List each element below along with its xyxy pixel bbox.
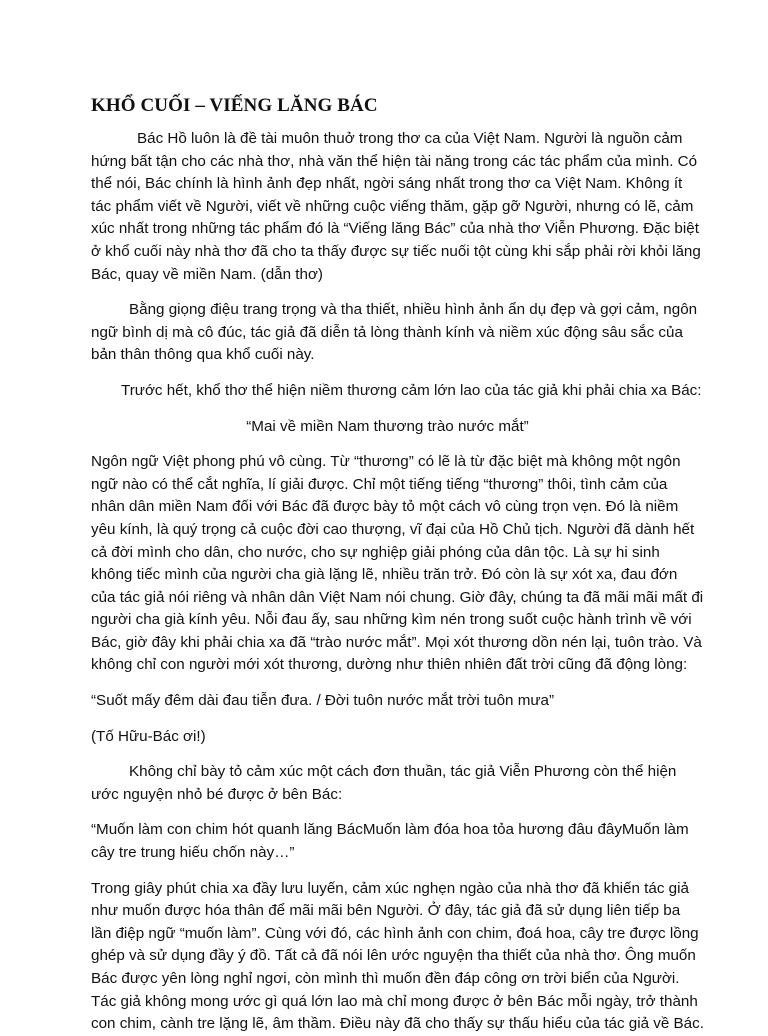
paragraph-transition: Trước hết, khổ thơ thể hiện niềm thương cảm lớn lao của tác giả khi phải chia xa Bác:: [121, 381, 702, 399]
quote-source: (Tố Hữu-Bác ơi!): [91, 727, 206, 745]
poem-quote-wish: “Muốn làm con chim hót quanh lăng BácMuốn làm đóa hoa tỏa hương đâu đâyMuốn làm cây tre trung hiếu chốn này…”: [91, 821, 689, 862]
paragraph-analysis-thuong: Ngôn ngữ Việt phong phú vô cùng. Từ “thương” có lẽ là từ đặc biệt mà không một ngôn ngữ nào có thể cắt nghĩa, lí giải được. Chỉ một tiếng tiếng “thương” thôi, tình cảm của nhân dân miền Nam đối với Bác đã được bày tỏ một cách vô cùng trọn vẹn. Đó là niềm yêu kính, là quý trọng cả cuộc đời cao thượng, vĩ đại của Hồ Chủ tịch. Người đã dành hết cả đời mình cho dân, cho nước, cho sự nghiệp giải phóng của dân tộc. Là sự hi sinh không tiếc mình của người cha già lặng lẽ, nhiều trăn trở. Đó còn là sự xót xa, đau đớn của tác giả nói riêng và nhân dân Việt Nam nói chung. Giờ đây, chúng ta đã mãi mãi mất đi người cha già kính yêu. Nỗi đau ấy, sau những kìm nén trong suốt cuộc hành trình về với Bác, giờ đây khi phải chia xa đã “trào nước mắt”. Mọi xót thương dồn nén lại, tuôn trào. Và không chỉ con người mới xót thương, dường như thiên nhiên đất trời cũng đã động lòng:: [91, 453, 704, 674]
paragraph-wish-intro: Không chỉ bày tỏ cảm xúc một cách đơn thuần, tác giả Viễn Phương còn thể hiện ước nguyện nhỏ bé được ở bên Bác:: [91, 763, 677, 803]
document-title: KHỔ CUỐI – VIẾNG LĂNG BÁC: [91, 95, 378, 116]
paragraph-intro: Bác Hồ luôn là đề tài muôn thuở trong thơ ca của Việt Nam. Người là nguồn cảm hứng bất tận cho các nhà thơ, nhà văn thể hiện tài năng trong các tác phẩm của mình. Có thể nói, Bác chính là hình ảnh đẹp nhất, ngời sáng nhất trong thơ ca Việt Nam. Không ít tác phẩm viết về Người, viết về những cuộc viếng thăm, gặp gỡ Người, nhưng có lẽ, cảm xúc nhất trong những tác phẩm đó là “Viếng lăng Bác” của nhà thơ Viễn Phương. Đặc biệt ở khổ cuối này nhà thơ đã cho ta thấy được sự tiếc nuối tột cùng khi sắp phải rời khỏi lăng Bác, quay về miền Nam. (dẫn thơ): [91, 130, 701, 283]
paragraph-style: Bằng giọng điệu trang trọng và tha thiết, nhiều hình ảnh ẩn dụ đẹp và gợi cảm, ngôn ngữ bình dị mà cô đúc, tác giả đã diễn tả lòng thành kính và niềm xúc động sâu sắc của bản thân thông qua khổ cuối này.: [91, 301, 698, 364]
poem-quote-line: “Mai về miền Nam thương trào nước mắt”: [246, 417, 529, 435]
poem-quote-to-huu: “Suốt mấy đêm dài đau tiễn đưa. / Đời tuôn nước mắt trời tuôn mưa”: [91, 692, 555, 710]
paragraph-conclusion: Trong giây phút chia xa đầy lưu luyến, cảm xúc nghẹn ngào của nhà thơ đã khiến tác giả như muốn được hóa thân để mãi mãi bên Người. Ở đây, tác giả đã sử dụng liên tiếp ba lần điệp ngữ “muốn làm”. Cùng với đó, các hình ảnh con chim, đoá hoa, cây tre được lồng ghép và sử dụng đầy ý đồ. Tất cả đã nói lên ước nguyện tha thiết của nhà thơ. Ông muốn Bác được yên lòng nghỉ ngơi, còn mình thì muốn đền đáp công ơn trời biển của Người. Tác giả không mong ước gì quá lớn lao mà chỉ mong được ở bên Bác mỗi ngày, trở thành con chim, cành tre lặng lẽ, âm thầm. Điều này đã cho thấy sự thấu hiểu của tác giả về Bác.: [91, 879, 704, 1033]
